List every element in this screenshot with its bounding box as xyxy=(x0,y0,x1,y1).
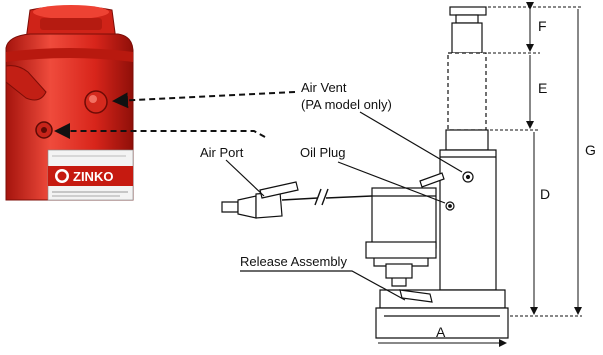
jack-line-drawing xyxy=(366,7,508,338)
dim-a-label: A xyxy=(436,324,446,340)
brand-name: ZINKO xyxy=(73,169,114,184)
release-assembly-label: Release Assembly xyxy=(240,254,347,269)
air-port-label: Air Port xyxy=(200,145,244,160)
oil-plug-label: Oil Plug xyxy=(300,145,346,160)
air-vent-boss xyxy=(85,91,107,113)
air-vent-label: Air Vent xyxy=(301,80,347,95)
dim-g-label: G xyxy=(585,142,596,158)
air-vent-arrow xyxy=(114,92,295,101)
air-port-assembly xyxy=(222,182,372,218)
air-port-leader xyxy=(226,160,264,196)
dim-f-label: F xyxy=(538,18,547,34)
dim-d-label: D xyxy=(540,186,551,202)
dim-e-label: E xyxy=(538,80,548,96)
air-vent-note-label: (PA model only) xyxy=(301,97,392,112)
